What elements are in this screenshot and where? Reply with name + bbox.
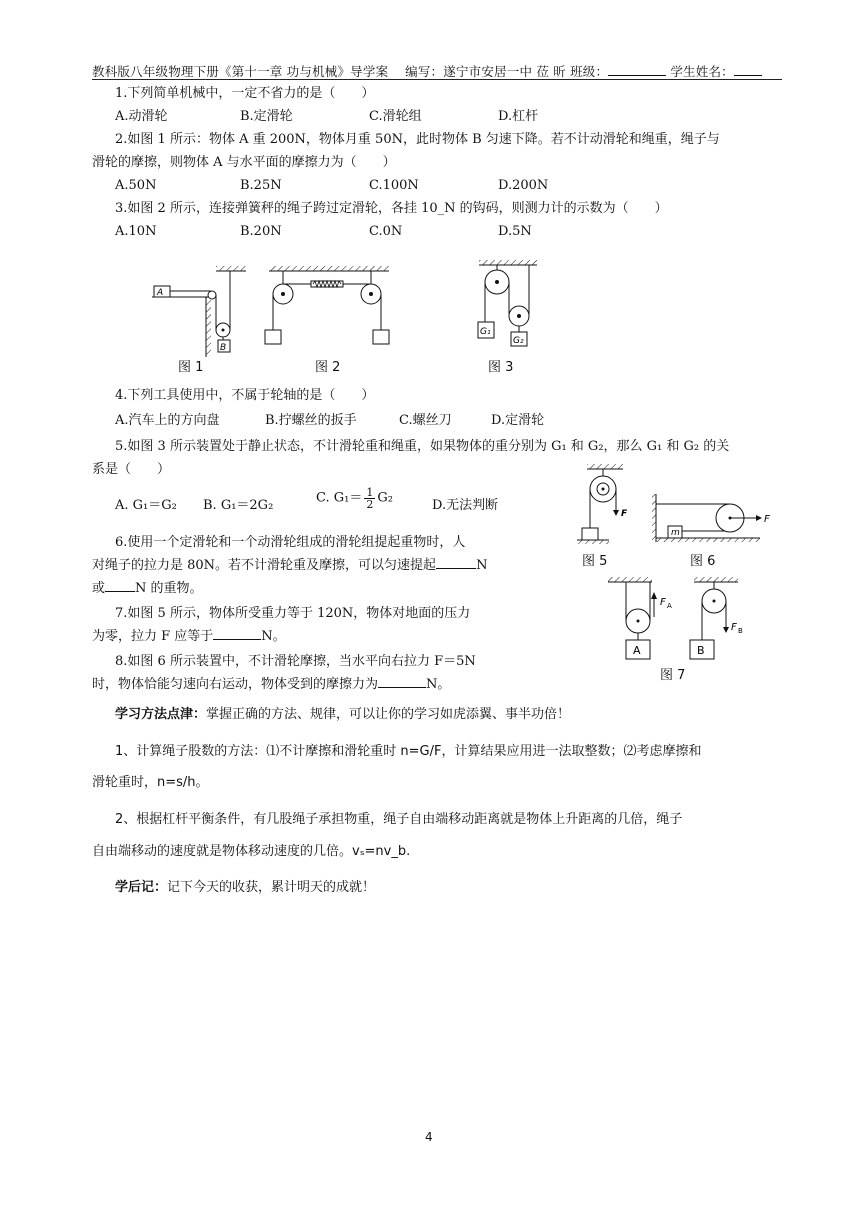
q1-option-d: D.杠杆	[498, 109, 539, 124]
q6-line2-unit: N	[476, 558, 488, 573]
figure-7-diagram	[600, 575, 750, 663]
figure-3-diagram	[475, 258, 545, 354]
q5-option-c	[316, 487, 393, 510]
q6-blank-1[interactable]	[436, 556, 476, 569]
q5-frac-den: 2	[366, 498, 374, 511]
q5-stem-line1: 5.如图 3 所示装置处于静止状态，不计滑轮重和绳重，如果物体的重分别为 G₁ 和 G₂，那么 G₁ 和 G₂ 的关	[115, 439, 730, 454]
after-study-title: 学后记：	[115, 880, 168, 895]
q1-option-b: B.定滑轮	[240, 109, 293, 124]
q5-stem-line2: 系是（ ）	[92, 462, 171, 477]
q8-line2	[92, 675, 450, 695]
fig6-label-m: m	[671, 528, 680, 538]
q6-line1: 6.使用一个定滑轮和一个动滑轮组成的滑轮组提起重物时，人	[115, 535, 466, 550]
q6-line2	[92, 556, 487, 576]
q3-option-b: B.20N	[240, 224, 282, 239]
q1-option-a: A.动滑轮	[115, 109, 168, 124]
fig6-label-f: F	[764, 514, 770, 525]
q5-fraction	[364, 487, 375, 510]
q3-stem: 3.如图 2 所示，连接弹簧秤的绳子跨过定滑轮，各挂 10_N 的钩码，则测力计的示数为（ ）	[115, 201, 668, 216]
student-name-label: 学生姓名：	[670, 64, 734, 79]
fig1-label-a: A	[157, 288, 164, 298]
figure-5-caption: 图 5	[582, 554, 608, 569]
q7-line2	[92, 627, 286, 647]
page-number: 4	[425, 1130, 433, 1144]
q3-option-a: A.10N	[115, 224, 157, 239]
figure-7-caption: 图 7	[660, 668, 686, 683]
tip-2-line1: 2、根据杠杆平衡条件，有几股绳子承担物重，绳子自由端移动距离就是物体上升距离的几倍，绳子	[115, 812, 683, 827]
q2-stem-line2: 滑轮的摩擦，则物体 A 与水平面的摩擦力为（ ）	[92, 155, 396, 170]
q7-line2-unit: N。	[261, 629, 286, 644]
fig7-label-b: B	[697, 644, 705, 657]
class-blank[interactable]	[608, 63, 666, 76]
q4-option-d: D.定滑轮	[491, 413, 545, 428]
figure-3-caption: 图 3	[488, 360, 514, 375]
q5-option-c-suffix: G₂	[377, 490, 393, 506]
q5-option-c-prefix: C. G₁＝	[316, 490, 363, 506]
q8-line1: 8.如图 6 所示装置中，不计滑轮摩擦，当水平向右拉力 F＝5N	[115, 654, 476, 669]
q2-option-c: C.100N	[369, 178, 419, 193]
q6-line3-start: 或	[92, 581, 106, 596]
figure-6-caption: 图 6	[690, 554, 716, 569]
q1-stem: 1.下列简单机械中，一定不省力的是（ ）	[115, 86, 375, 101]
q5-option-a: A. G₁＝G₂	[115, 498, 177, 513]
q8-blank[interactable]	[378, 675, 426, 688]
fig3-label-g1: G₁	[480, 327, 491, 337]
q8-line2-unit: N。	[426, 677, 451, 692]
page-header	[92, 62, 762, 80]
header-text: 教科版八年级物理下册《第十一章 功与机械》导学案 编写：遂宁市安居一中 莅 昕 班级：	[92, 64, 609, 79]
tip-1-line2: 滑轮重时，n=s/h。	[92, 775, 209, 790]
q4-stem: 4.下列工具使用中，不属于轮轴的是（ ）	[115, 388, 375, 403]
q5-option-d: D.无法判断	[432, 498, 499, 513]
fig5-label-f: F	[621, 509, 628, 519]
figure-5-diagram	[575, 462, 635, 546]
q6-line2-text: 对绳子的拉力是 80N。若不计滑轮重及摩擦，可以匀速提起	[92, 558, 437, 573]
fig7-label-fb-sub: B	[738, 627, 743, 635]
header-divider	[92, 79, 782, 80]
q8-line2-text: 时，物体恰能匀速向右运动，物体受到的摩擦力为	[92, 677, 379, 692]
q2-option-a: A.50N	[115, 178, 157, 193]
q3-option-d: D.5N	[498, 224, 532, 239]
fig7-label-fb: F	[731, 622, 737, 633]
figure-1-diagram	[150, 262, 250, 358]
q7-line1: 7.如图 5 所示，物体所受重力等于 120N，物体对地面的压力	[115, 606, 471, 621]
after-study-rest: 记下今天的收获，累计明天的成就！	[167, 880, 376, 895]
q3-option-c: C.0N	[369, 224, 403, 239]
fig7-label-fa: F	[660, 597, 666, 608]
q6-line3	[92, 579, 203, 599]
q6-line3-end: N 的重物。	[135, 581, 203, 596]
tips-heading	[115, 705, 570, 725]
tip-1-line1: 1、计算绳子股数的方法：⑴不计摩擦和滑轮重时 n=G/F，计算结果应用进一法取整数；⑵考虑摩擦和	[115, 744, 702, 759]
q4-option-a: A.汽车上的方向盘	[115, 413, 220, 428]
after-study-note	[115, 878, 375, 898]
fig7-label-a: A	[633, 644, 641, 657]
figure-6-diagram	[650, 492, 780, 548]
figure-1-caption: 图 1	[178, 360, 204, 375]
tip-2-line2: 自由端移动的速度就是物体移动速度的几倍。vₛ=nv_b.	[92, 844, 411, 859]
q2-option-d: D.200N	[498, 178, 549, 193]
q1-option-c: C.滑轮组	[369, 109, 422, 124]
q2-stem-line1: 2.如图 1 所示：物体 A 重 200N，物体月重 50N，此时物体 B 匀速下降。若不计动滑轮和绳重，绳子与	[115, 132, 720, 147]
q2-option-b: B.25N	[240, 178, 282, 193]
figure-2-diagram	[263, 264, 393, 354]
tips-title-rest: 掌握正确的方法、规律，可以让你的学习如虎添翼、事半功倍！	[206, 707, 571, 722]
q5-option-b: B. G₁＝2G₂	[203, 498, 274, 513]
q7-blank[interactable]	[213, 627, 261, 640]
fig3-label-g2: G₂	[513, 336, 524, 346]
q4-option-b: B.拧螺丝的扳手	[265, 413, 357, 428]
tips-title: 学习方法点津：	[115, 707, 207, 722]
q5-frac-num: 1	[366, 486, 374, 499]
q6-blank-2[interactable]	[105, 579, 135, 592]
fig7-label-fa-sub: A	[667, 602, 672, 610]
fig1-label-b: B	[220, 343, 227, 353]
q4-option-c: C.螺丝刀	[399, 413, 452, 428]
q7-line2-text: 为零，拉力 F 应等于	[92, 629, 214, 644]
student-name-blank[interactable]	[734, 63, 762, 76]
figure-2-caption: 图 2	[315, 360, 341, 375]
